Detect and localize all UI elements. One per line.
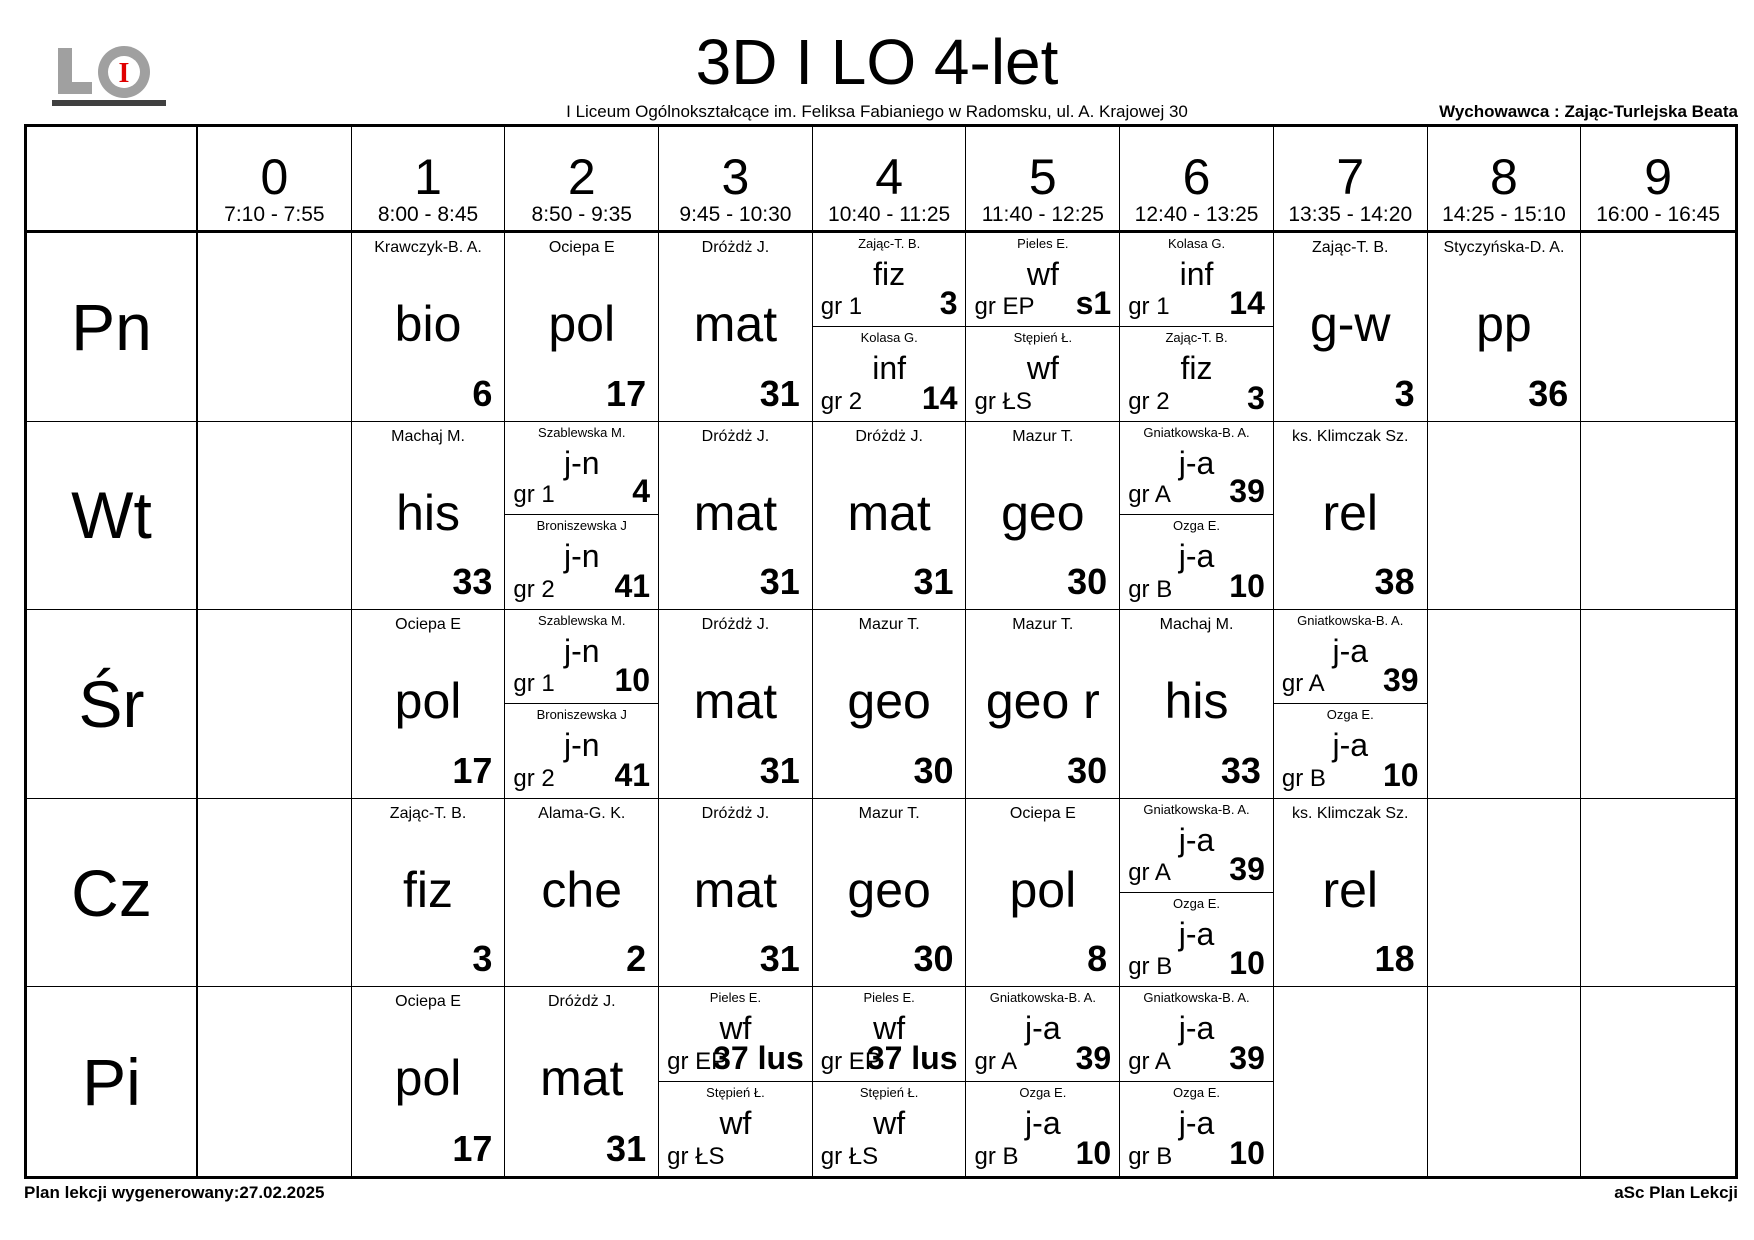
lesson-teacher: Ociepa E: [548, 239, 615, 256]
lesson-group: gr B: [974, 1143, 1019, 1170]
lesson-cell: [352, 422, 506, 611]
lesson-subject: j-a: [1025, 1104, 1061, 1141]
lesson-room: 3: [472, 938, 493, 980]
lesson-teacher: Zając-T. B.: [1312, 239, 1389, 256]
lesson-room: 10: [1229, 1135, 1265, 1171]
lesson-teacher: Dróżdż J.: [855, 427, 923, 445]
period-number: 3: [721, 149, 750, 205]
lesson-teacher: Mazur T.: [858, 804, 920, 822]
group-lesson: [813, 1082, 966, 1176]
lesson-teacher: Kolasa G.: [860, 329, 918, 345]
period-header: [1428, 127, 1582, 233]
lesson-teacher: Gniatkowska-B. A.: [1143, 990, 1250, 1006]
lesson-cell: [966, 610, 1120, 799]
lesson-room: 3: [1247, 379, 1265, 416]
lesson-subject: geo: [1001, 484, 1085, 541]
lesson-room: 14: [1229, 284, 1265, 321]
lesson-cell: [198, 422, 352, 611]
lesson-cell: [505, 987, 659, 1176]
lesson-group: gr 2: [820, 387, 863, 415]
period-header: [198, 127, 352, 233]
lesson-cell: [352, 610, 506, 799]
lesson-room: 10: [614, 661, 651, 698]
group-lesson: [1120, 327, 1273, 421]
lesson-subject: mat: [693, 673, 778, 730]
svg-text:I: I: [118, 58, 130, 89]
lesson-subject: j-a: [1178, 538, 1215, 575]
lesson-cell: [505, 799, 659, 988]
period-time: 9:45 - 10:30: [679, 203, 792, 226]
period-time: 8:50 - 9:35: [531, 203, 632, 226]
day-name: Pi: [82, 1044, 141, 1119]
lesson-subject: mat: [693, 484, 778, 541]
lesson-cell: [198, 799, 352, 988]
lesson-room: 10: [1383, 756, 1419, 793]
lesson-teacher: Broniszewska J: [536, 518, 627, 534]
group-lesson: [1274, 704, 1427, 798]
lesson-subject: j-a: [1332, 727, 1369, 763]
lesson-group: gr 1: [1128, 292, 1170, 320]
lesson-room: 39: [1229, 850, 1265, 887]
lesson-room: 39: [1383, 661, 1419, 698]
lesson-room: 8: [1087, 938, 1108, 980]
lesson-teacher: Ozga E.: [1173, 895, 1221, 911]
lesson-teacher: Alama-G. K.: [538, 804, 626, 822]
group-lesson: [659, 987, 812, 1081]
lesson-group: gr A: [974, 1047, 1018, 1075]
lesson-subject: inf: [1179, 256, 1214, 292]
period-number: 0: [260, 149, 289, 205]
group-lesson: [505, 704, 658, 798]
lesson-cell: [813, 799, 967, 988]
lesson-group: gr 2: [1128, 387, 1170, 415]
lesson-cell: [1428, 422, 1582, 611]
lesson-teacher: Ociepa E: [395, 616, 461, 634]
lesson-room: 41: [614, 568, 651, 605]
lesson-group: gr ŁS: [974, 387, 1032, 415]
lesson-group: gr 2: [513, 576, 555, 604]
lesson-group: gr ŁS: [667, 1143, 725, 1170]
lesson-subject: pol: [394, 673, 462, 730]
group-lesson: [1120, 987, 1273, 1081]
lesson-teacher: Mazur T.: [1012, 616, 1074, 634]
group-lesson: [1120, 233, 1273, 327]
lesson-cell: [813, 233, 967, 422]
lesson-teacher: ks. Klimczak Sz.: [1292, 427, 1409, 445]
lesson-teacher: Dróżdż J.: [547, 993, 616, 1011]
lesson-group: gr B: [1128, 576, 1173, 604]
lesson-cell: [659, 422, 813, 611]
lesson-subject: wf: [1026, 256, 1059, 292]
lesson-teacher: Gniatkowska-B. A.: [1143, 424, 1250, 440]
lesson-group: gr EP: [820, 1047, 881, 1075]
lesson-group: gr 1: [820, 292, 863, 320]
lesson-room: 17: [452, 1128, 493, 1169]
lesson-cell: [198, 610, 352, 799]
lesson-cell: [505, 610, 659, 799]
lesson-teacher: Mazur T.: [858, 616, 920, 634]
lesson-cell: [1428, 233, 1582, 422]
group-lesson: [505, 515, 658, 609]
day-name: Wt: [71, 478, 152, 553]
group-lesson: [505, 610, 658, 704]
lesson-room: 4: [632, 473, 651, 510]
lesson-subject: geo r: [985, 673, 1100, 730]
period-time: 12:40 - 13:25: [1134, 203, 1259, 226]
lesson-subject: rel: [1322, 484, 1379, 541]
period-time: 14:25 - 15:10: [1442, 203, 1566, 226]
lesson-cell: [659, 610, 813, 799]
lesson-cell: [1274, 422, 1428, 611]
generated-date: Plan lekcji wygenerowany:27.02.2025: [24, 1183, 325, 1202]
lesson-cell: [1581, 422, 1735, 611]
group-lesson: [1120, 515, 1273, 609]
group-lesson: [813, 987, 966, 1081]
day-label: [27, 799, 198, 988]
period-number: 2: [567, 149, 596, 205]
lesson-subject: pol: [1009, 861, 1077, 918]
lesson-subject: j-n: [563, 633, 600, 670]
lesson-cell: [1120, 422, 1274, 611]
lesson-teacher: Ociepa E: [395, 993, 461, 1011]
lesson-room: 18: [1374, 938, 1415, 980]
period-number: 6: [1182, 149, 1211, 205]
lesson-subject: inf: [872, 349, 907, 386]
group-lesson: [966, 233, 1119, 327]
lesson-subject: his: [396, 484, 460, 541]
class-title: 3D I LO 4-let: [695, 26, 1059, 98]
lesson-group: gr B: [1128, 953, 1173, 981]
lesson-subject: j-a: [1178, 1010, 1215, 1047]
lesson-room: 10: [1075, 1135, 1112, 1171]
lesson-room: 39: [1075, 1039, 1112, 1076]
lesson-room: 38: [1374, 561, 1415, 603]
lesson-group: gr B: [1128, 1143, 1173, 1170]
lesson-cell: [1274, 987, 1428, 1176]
lesson-teacher: Zając-T. B.: [1165, 329, 1228, 345]
group-lesson: [813, 327, 966, 421]
lesson-cell: [1581, 233, 1735, 422]
lesson-cell: [352, 987, 506, 1176]
lesson-cell: [1274, 233, 1428, 422]
lesson-teacher: Ozga E.: [1173, 1084, 1221, 1100]
lesson-room: 10: [1229, 945, 1265, 982]
period-number: 4: [875, 149, 904, 205]
group-lesson: [1120, 422, 1273, 516]
lesson-group: gr 1: [513, 669, 555, 697]
lesson-cell: [505, 233, 659, 422]
day-label: [27, 987, 198, 1176]
period-time: 13:35 - 14:20: [1288, 203, 1413, 226]
lesson-teacher: Zając-T. B.: [389, 804, 467, 822]
day-label: [27, 233, 198, 422]
group-lesson: [813, 233, 966, 327]
lesson-cell: [352, 799, 506, 988]
period-number: 8: [1490, 149, 1518, 205]
lesson-cell: [659, 987, 813, 1176]
lesson-group: gr A: [1128, 481, 1171, 509]
lesson-subject: j-a: [1178, 915, 1215, 952]
lesson-subject: fiz: [403, 861, 454, 918]
lesson-teacher: Gniatkowska-B. A.: [1297, 613, 1404, 629]
lesson-subject: j-a: [1178, 821, 1215, 858]
day-name: Cz: [71, 855, 152, 930]
lesson-room: 3: [1394, 372, 1415, 414]
lesson-cell: [1120, 799, 1274, 988]
period-time: 11:40 - 12:25: [981, 203, 1104, 226]
lesson-cell: [1428, 610, 1582, 799]
lesson-teacher: Ociepa E: [1009, 804, 1076, 822]
lesson-subject: bio: [394, 296, 462, 352]
group-lesson: [1120, 893, 1273, 987]
lesson-room: 31: [606, 1128, 647, 1169]
lesson-teacher: Pieles E.: [863, 990, 915, 1006]
lesson-teacher: Gniatkowska-B. A.: [1143, 801, 1250, 817]
lesson-room: 31: [759, 561, 800, 603]
lesson-cell: [505, 422, 659, 611]
lesson-subject: g-w: [1309, 296, 1391, 352]
period-time: 16:00 - 16:45: [1596, 203, 1721, 226]
lesson-cell: [198, 233, 352, 422]
lesson-cell: [813, 987, 967, 1176]
lesson-subject: che: [541, 861, 623, 918]
lesson-subject: j-a: [1178, 444, 1215, 481]
lesson-subject: geo: [847, 861, 931, 918]
period-number: 7: [1336, 149, 1365, 205]
lesson-teacher: Dróżdż J.: [701, 239, 770, 256]
lesson-room: 37 lus: [866, 1039, 958, 1076]
lesson-teacher: Machaj M.: [391, 427, 465, 445]
lesson-teacher: Szablewska M.: [538, 613, 626, 629]
period-time: 8:00 - 8:45: [377, 203, 479, 226]
lesson-group: gr A: [1128, 1047, 1171, 1075]
lesson-subject: wf: [873, 1104, 906, 1141]
lesson-subject: fiz: [1180, 349, 1213, 386]
lesson-room: 10: [1229, 568, 1265, 605]
lesson-subject: geo: [847, 673, 931, 730]
lesson-subject: wf: [873, 1010, 906, 1047]
lesson-teacher: Pieles E.: [1017, 236, 1069, 251]
software-credit: aSc Plan Lekcji: [1614, 1183, 1738, 1202]
lesson-cell: [1120, 233, 1274, 422]
lesson-teacher: Ozga E.: [1173, 518, 1221, 534]
lesson-cell: [966, 422, 1120, 611]
lesson-room: 31: [913, 561, 954, 603]
lesson-group: gr A: [1128, 858, 1171, 886]
lesson-cell: [813, 610, 967, 799]
lesson-teacher: Mazur T.: [1012, 427, 1074, 445]
lesson-subject: mat: [693, 296, 778, 352]
lesson-subject: fiz: [873, 256, 906, 292]
lesson-subject: j-a: [1332, 633, 1369, 670]
lesson-subject: j-a: [1178, 1104, 1215, 1141]
period-header: [1581, 127, 1735, 233]
lesson-teacher: Stępień Ł.: [706, 1084, 765, 1100]
lesson-room: 30: [1067, 749, 1108, 791]
lesson-group: gr ŁS: [820, 1143, 879, 1170]
lesson-cell: [1581, 799, 1735, 988]
lesson-cell: [1120, 610, 1274, 799]
lesson-cell: [1581, 987, 1735, 1176]
period-header: [352, 127, 506, 233]
lesson-teacher: Zając-T. B.: [858, 236, 921, 251]
lesson-cell: [352, 233, 506, 422]
lesson-room: 17: [606, 372, 647, 414]
period-number: 9: [1644, 149, 1673, 205]
lesson-room: 39: [1229, 1039, 1265, 1076]
group-lesson: [659, 1082, 812, 1176]
group-lesson: [1274, 610, 1427, 704]
lesson-cell: [966, 987, 1120, 1176]
lesson-group: gr B: [1281, 764, 1326, 792]
lesson-teacher: Dróżdż J.: [701, 616, 770, 634]
lesson-teacher: Machaj M.: [1159, 616, 1234, 634]
lesson-cell: [659, 233, 813, 422]
period-header: [966, 127, 1120, 233]
lesson-group: gr 1: [513, 481, 555, 509]
lesson-teacher: Ozga E.: [1019, 1084, 1067, 1100]
lesson-subject: mat: [693, 861, 778, 918]
lesson-teacher: Stępień Ł.: [1013, 329, 1073, 345]
lesson-teacher: Kolasa G.: [1167, 236, 1226, 251]
lesson-room: 30: [913, 749, 954, 791]
lesson-teacher: Stępień Ł.: [859, 1084, 919, 1100]
lesson-room: 31: [759, 938, 800, 980]
period-header: [659, 127, 813, 233]
period-header: [1274, 127, 1428, 233]
lesson-teacher: Gniatkowska-B. A.: [989, 990, 1096, 1006]
lesson-room: 30: [1067, 561, 1108, 603]
lesson-subject: his: [1164, 673, 1229, 730]
lesson-room: 33: [452, 561, 493, 603]
lesson-cell: [966, 799, 1120, 988]
lesson-room: 30: [913, 938, 954, 980]
lesson-room: 2: [626, 938, 647, 980]
lesson-subject: mat: [540, 1050, 624, 1107]
group-lesson: [966, 327, 1119, 421]
group-lesson: [966, 987, 1119, 1081]
lesson-subject: pol: [394, 1050, 462, 1107]
lesson-teacher: ks. Klimczak Sz.: [1292, 804, 1409, 822]
lesson-subject: mat: [847, 484, 931, 541]
lesson-cell: [1274, 799, 1428, 988]
day-name: Pn: [71, 289, 152, 364]
lesson-room: 14: [921, 379, 958, 416]
lesson-room: 36: [1528, 372, 1569, 414]
lesson-subject: j-n: [563, 727, 600, 763]
lesson-cell: [198, 987, 352, 1176]
lesson-subject: wf: [719, 1010, 752, 1047]
lesson-teacher: Szablewska M.: [538, 424, 626, 440]
day-name: Śr: [78, 666, 145, 741]
lesson-teacher: Dróżdż J.: [701, 427, 770, 445]
homeroom-teacher: Wychowawca : Zając-Turlejska Beata: [1439, 102, 1738, 121]
lesson-room: 6: [472, 372, 493, 414]
lesson-cell: [813, 422, 967, 611]
lesson-subject: j-a: [1025, 1010, 1061, 1047]
lesson-room: 37 lus: [713, 1039, 804, 1076]
lesson-teacher: Dróżdż J.: [701, 804, 770, 822]
period-time: 7:10 - 7:55: [224, 203, 325, 226]
lesson-cell: [1274, 610, 1428, 799]
group-lesson: [505, 422, 658, 516]
lesson-room: 31: [759, 372, 800, 414]
lesson-room: 39: [1229, 473, 1265, 510]
day-label: [27, 422, 198, 611]
period-number: 1: [414, 149, 442, 205]
lesson-group: gr EP: [974, 292, 1035, 320]
lesson-room: s1: [1075, 284, 1112, 321]
lesson-room: 3: [939, 284, 958, 321]
lesson-cell: [1120, 987, 1274, 1176]
lesson-teacher: Ozga E.: [1326, 707, 1374, 722]
lesson-room: 41: [614, 756, 651, 793]
lesson-teacher: Styczyńska-D. A.: [1443, 239, 1565, 256]
lesson-cell: [1428, 799, 1582, 988]
period-header: [1120, 127, 1274, 233]
lesson-teacher: Krawczyk-B. A.: [374, 239, 482, 256]
lesson-subject: pp: [1476, 296, 1532, 352]
period-header: [813, 127, 967, 233]
period-number: 5: [1028, 149, 1057, 205]
lesson-cell: [1428, 987, 1582, 1176]
lesson-subject: j-n: [563, 538, 600, 575]
day-label: [27, 610, 198, 799]
period-header: [505, 127, 659, 233]
lesson-subject: wf: [1026, 349, 1059, 386]
lesson-cell: [659, 799, 813, 988]
group-lesson: [1120, 799, 1273, 893]
lesson-cell: [1581, 610, 1735, 799]
lesson-subject: rel: [1322, 861, 1379, 918]
header-corner: [27, 127, 198, 233]
lesson-group: gr A: [1281, 669, 1325, 697]
lesson-subject: wf: [719, 1104, 752, 1141]
lesson-teacher: Pieles E.: [709, 990, 762, 1006]
timetable-grid: [24, 124, 1738, 1179]
lesson-subject: pol: [548, 296, 616, 352]
period-time: 10:40 - 11:25: [828, 203, 951, 226]
lesson-teacher: Broniszewska J: [536, 707, 627, 722]
lesson-room: 17: [452, 749, 493, 791]
lesson-room: 33: [1220, 749, 1261, 791]
lesson-cell: [966, 233, 1120, 422]
lesson-group: gr 2: [513, 764, 555, 792]
lesson-subject: j-n: [563, 444, 600, 481]
school-name: I Liceum Ogólnokształcące im. Feliksa Fabianiego w Radomsku, ul. A. Krajowej 30: [566, 102, 1188, 121]
group-lesson: [1120, 1082, 1273, 1176]
lesson-room: 31: [759, 749, 800, 791]
lesson-group: gr EP: [667, 1047, 728, 1075]
group-lesson: [966, 1082, 1119, 1176]
